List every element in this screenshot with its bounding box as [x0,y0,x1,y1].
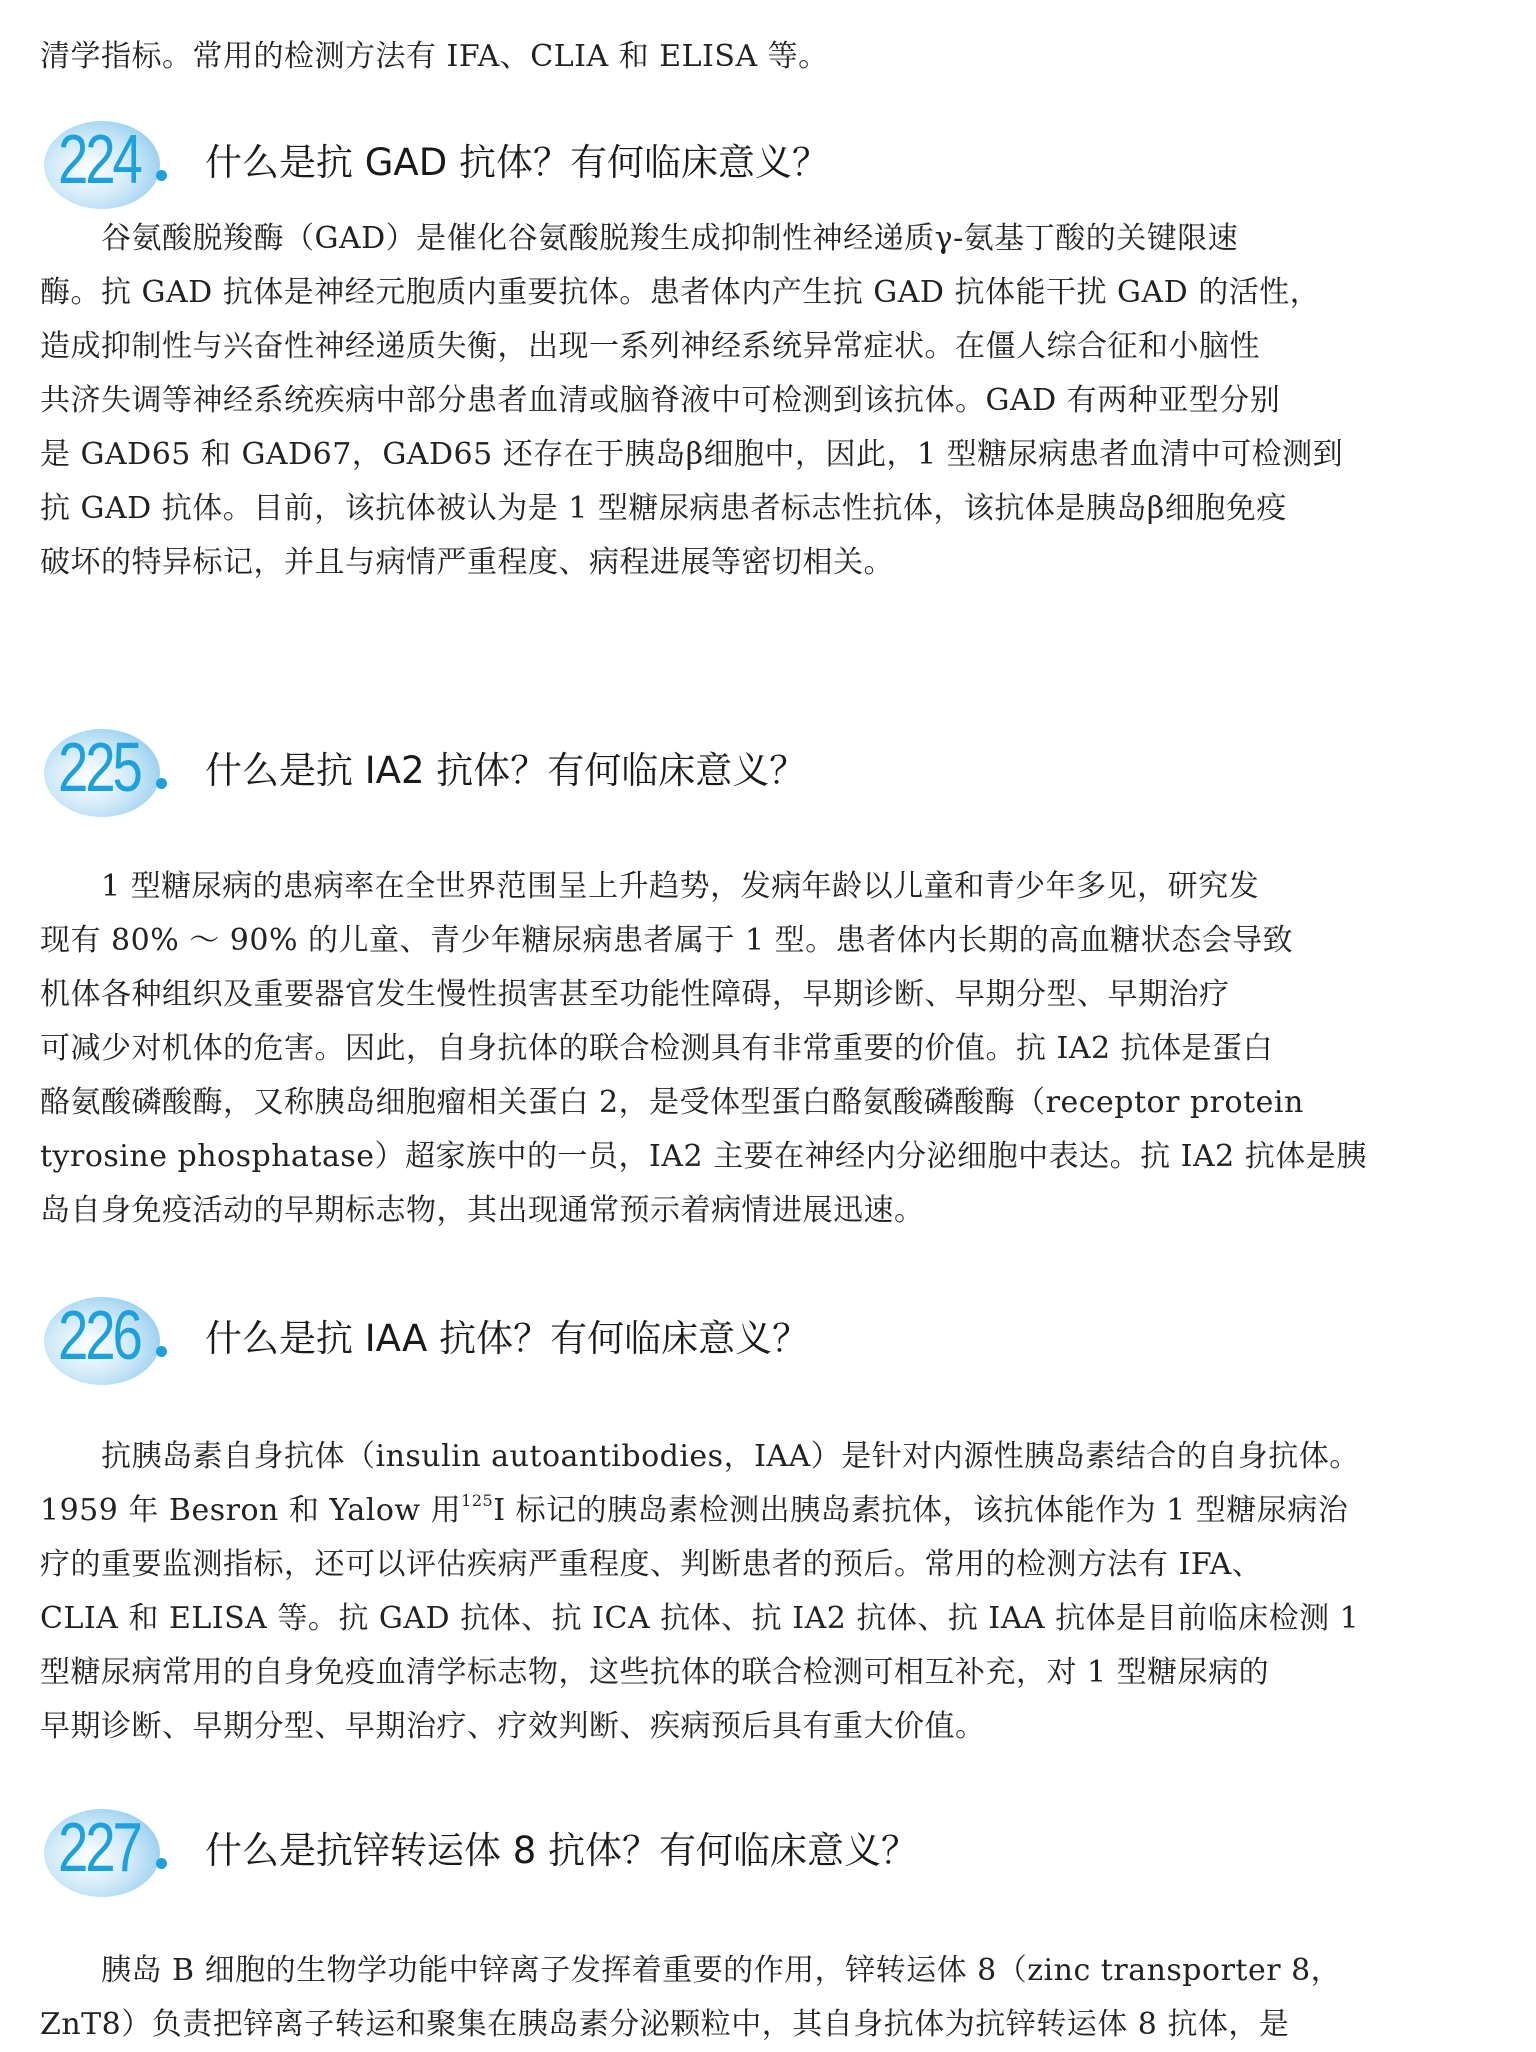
paragraph-line: CLIA 和 ELISA 等。抗 GAD 抗体、抗 ICA 抗体、抗 IA2 抗体、抗 IAA 抗体是目前临床检测 1 [40,1601,1360,1636]
paragraph-line: 造成抑制性与兴奋性神经递质失衡，出现一系列神经系统异常症状。在僵人综合征和小脑性 [40,329,1260,364]
paragraph-line: 抗胰岛素自身抗体（insulin autoantibodies，IAA）是针对内源性胰岛素结合的自身抗体。 [40,1439,1360,1474]
paragraph-line: 破坏的特异标记，并且与病情严重程度、病程进展等密切相关。 [40,545,894,580]
question-number-badge [40,1796,180,1906]
paragraph-line: 型糖尿病常用的自身免疫血清学标志物，这些抗体的联合检测可相互补充，对 1 型糖尿病的 [40,1655,1270,1690]
paragraph-line: 谷氨酸脱羧酶（GAD）是催化谷氨酸脱羧生成抑制性神经递质γ-氨基丁酸的关键限速 [40,221,1239,256]
question-number-badge [40,1284,180,1394]
question-number: 225 [58,728,140,806]
intro-paragraph [40,30,1448,84]
number-dot [156,778,167,789]
paragraph-line: 机体各种组织及重要器官发生慢性损害甚至功能性障碍，早期诊断、早期分型、早期治疗 [40,977,1230,1012]
question-title: 什么是抗 IAA 抗体？有何临床意义？ [205,1317,810,1360]
answer-paragraph-226 [40,1430,1448,1754]
paragraph-line: tyrosine phosphatase）超家族中的一员，IA2 主要在神经内分泌细胞中表达。抗 IA2 抗体是胰 [40,1139,1367,1174]
paragraph-line: 疗的重要监测指标，还可以评估疾病严重程度、判断患者的预后。常用的检测方法有 IFA、 [40,1547,1263,1582]
paragraph-line: ZnT8）负责把锌离子转运和聚集在胰岛素分泌颗粒中，其自身抗体为抗锌转运体 8 抗体，是 [40,2007,1290,2042]
answer-paragraph-224 [40,212,1448,590]
question-heading-224 [40,108,1340,218]
line-rest: I 标记的胰岛素检测出胰岛素抗体，该抗体能作为 1 型糖尿病治 [493,1493,1349,1528]
question-number: 224 [58,120,140,198]
paragraph-line: 共济失调等神经系统疾病中部分患者血清或脑脊液中可检测到该抗体。GAD 有两种亚型分别 [40,383,1281,418]
paragraph-line: 可减少对机体的危害。因此，自身抗体的联合检测具有非常重要的价值。抗 IA2 抗体是蛋白 [40,1031,1274,1066]
question-title: 什么是抗锌转运体 8 抗体？有何临床意义？ [205,1829,919,1872]
question-title: 什么是抗 GAD 抗体？有何临床意义？ [205,141,829,184]
line-start: 1959 年 Besron 和 Yalow 用 [40,1493,462,1528]
number-dot [156,1346,167,1357]
number-dot [156,170,167,181]
paragraph-line: 酪氨酸磷酸酶，又称胰岛细胞瘤相关蛋白 2，是受体型蛋白酪氨酸磷酸酶（receptor protein [40,1085,1304,1120]
paragraph-line: 1 型糖尿病的患病率在全世界范围呈上升趋势，发病年龄以儿童和青少年多见，研究发 [40,869,1260,904]
paragraph-line: 酶。抗 GAD 抗体是神经元胞质内重要抗体。患者体内产生抗 GAD 抗体能干扰 GAD 的活性， [40,275,1321,310]
paragraph-line: 现有 80% ～ 90% 的儿童、青少年糖尿病患者属于 1 型。患者体内长期的高血糖状态会导致 [40,923,1294,958]
question-heading-226 [40,1284,1340,1394]
answer-paragraph-227 [40,1944,1448,2052]
number-dot [156,1858,167,1869]
question-number-badge [40,108,180,218]
paragraph-line: 早期诊断、早期分型、早期治疗、疗效判断、疾病预后具有重大价值。 [40,1709,986,1744]
answer-paragraph-225 [40,860,1448,1238]
paragraph-line: 抗 GAD 抗体。目前，该抗体被认为是 1 型糖尿病患者标志性抗体，该抗体是胰岛β细胞免疫 [40,491,1287,526]
paragraph-line [40,1484,1448,1538]
paragraph-line: 岛自身免疫活动的早期标志物，其出现通常预示着病情进展迅速。 [40,1193,925,1228]
question-number: 226 [58,1296,140,1374]
paragraph-line: 胰岛 B 细胞的生物学功能中锌离子发挥着重要的作用，锌转运体 8（zinc transporter 8， [40,1953,1342,1988]
paragraph-line: 是 GAD65 和 GAD67，GAD65 还存在于胰岛β细胞中，因此，1 型糖尿病患者血清中可检测到 [40,437,1344,472]
question-number: 227 [58,1808,140,1886]
intro-line: 清学指标。常用的检测方法有 IFA、CLIA 和 ELISA 等。 [40,39,829,74]
isotope-superscript: 125 [461,1491,494,1510]
question-heading-225 [40,716,1340,826]
question-heading-227 [40,1796,1340,1906]
question-number-badge [40,716,180,826]
question-title: 什么是抗 IA2 抗体？有何临床意义？ [205,749,807,792]
